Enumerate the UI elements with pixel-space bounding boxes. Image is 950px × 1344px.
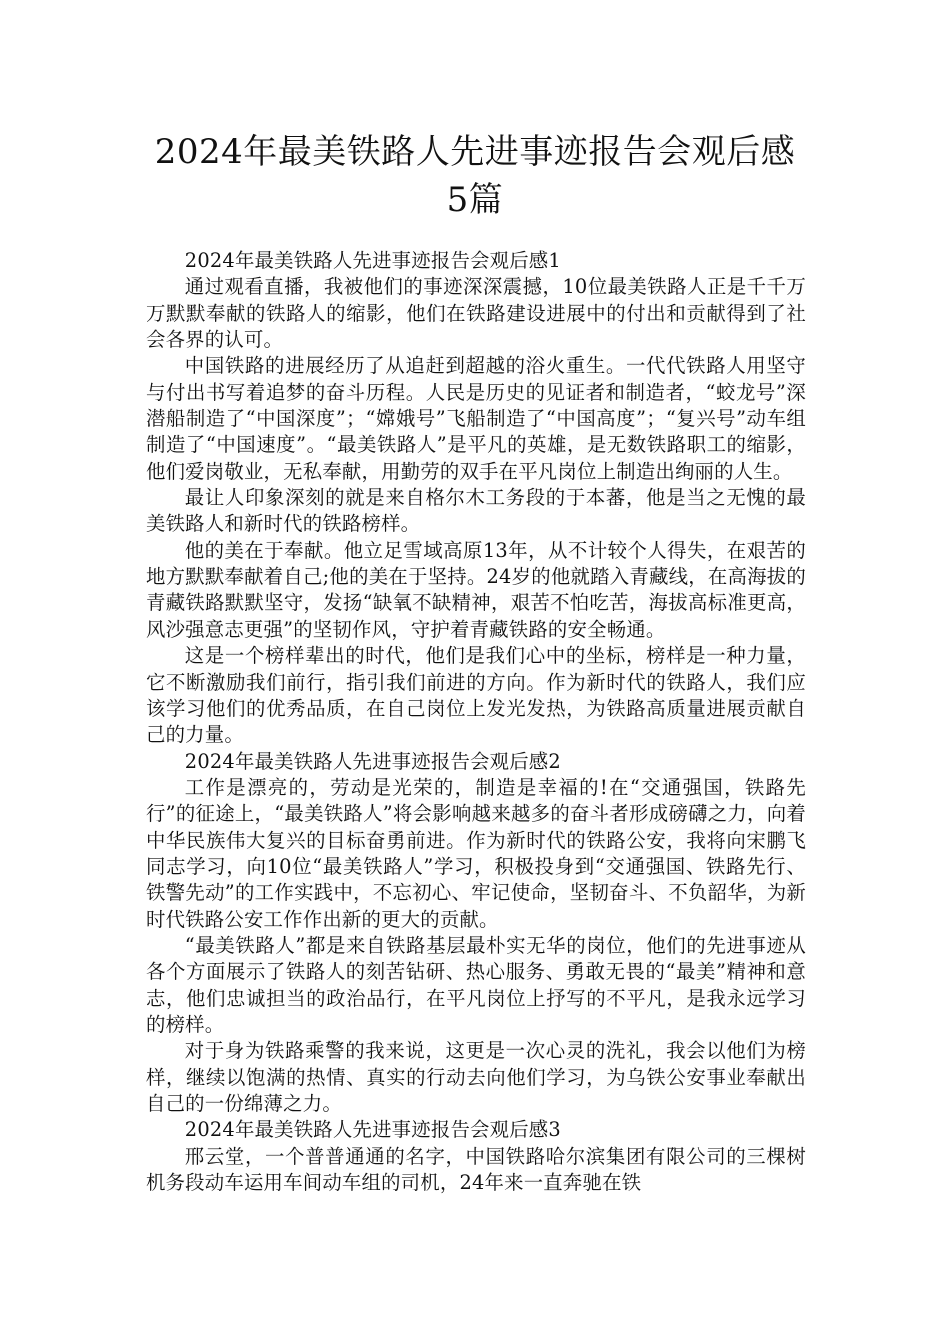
section-1-paragraph-4: 他的美在于奉献。他立足雪域高原13年，从不计较个人得失，在艰苦的地方默默奉献着自己;他的美在于坚持。24岁的他就踏入青藏线，在高海拔的青藏铁路默默坚守，发扬“缺氧不缺精神，艰苦不怕吃苦，海拔高标准更高，风沙强意志更强”的坚韧作风，守护着青藏铁路的安全畅通。: [146, 538, 806, 641]
document-title-line2: 5篇: [446, 180, 504, 220]
section-1-paragraph-5: 这是一个榜样辈出的时代，他们是我们心中的坐标，榜样是一种力量，它不断激励我们前行，指引我们前进的方向。作为新时代的铁路人，我们应该学习他们的优秀品质，在自己岗位上发光发热，为铁路高质量进展贡献自己的力量。: [146, 644, 806, 747]
section-1-paragraph-3: 最让人印象深刻的就是来自格尔木工务段的于本蕃，他是当之无愧的最美铁路人和新时代的铁路榜样。: [146, 486, 806, 536]
section-1-paragraph-1: 通过观看直播，我被他们的事迹深深震撼，10位最美铁路人正是千千万万默默奉献的铁路人的缩影，他们在铁路建设进展中的付出和贡献得到了社会各界的认可。: [146, 275, 806, 352]
section-2-paragraph-3: 对于身为铁路乘警的我来说，这更是一次心灵的洗礼，我会以他们为榜样，继续以饱满的热情、真实的行动去向他们学习，为乌铁公安事业奉献出自己的一份绵薄之力。: [146, 1039, 806, 1115]
document-title: [100, 128, 850, 224]
document-body: [146, 248, 806, 1196]
section-1-heading: 2024年最美铁路人先进事迹报告会观后感1: [184, 249, 561, 272]
section-2-paragraph-1: 工作是漂亮的，劳动是光荣的，制造是幸福的!在“交通强国，铁路先行”的征途上，“最美铁路人”将会影响越来越多的奋斗者形成磅礴之力，向着中华民族伟大复兴的目标奋勇前进。作为新时代的铁路公安，我将向宋鹏飞同志学习，向10位“最美铁路人”学习，积极投身到“交通强国、铁路先行、铁警先动”的工作实践中，不忘初心、牢记使命，坚韧奋斗、不负韶华，为新时代铁路公安工作作出新的更大的贡献。: [146, 775, 806, 931]
document-title-line1: 2024年最美铁路人先进事迹报告会观后感: [154, 132, 796, 172]
section-1-paragraph-2: 中国铁路的进展经历了从追赶到超越的浴火重生。一代代铁路人用坚守与付出书写着追梦的奋斗历程。人民是历史的见证者和制造者，“蛟龙号”深潜船制造了“中国深度”；“嫦娥号”飞船制造了“中国高度”；“复兴号”动车组制造了“中国速度”。“最美铁路人”是平凡的英雄，是无数铁路职工的缩影，他们爱岗敬业，无私奉献，用勤劳的双手在平凡岗位上制造出绚丽的人生。: [146, 354, 806, 483]
section-3-paragraph-1: 邢云堂，一个普普通通的名字，中国铁路哈尔滨集团有限公司的三棵树机务段动车运用车间动车组的司机，24年来一直奔驰在铁: [146, 1144, 806, 1195]
section-2-heading: 2024年最美铁路人先进事迹报告会观后感2: [184, 749, 561, 773]
section-3-heading: 2024年最美铁路人先进事迹报告会观后感3: [184, 1118, 561, 1142]
section-2-paragraph-2: “最美铁路人”都是来自铁路基层最朴实无华的岗位，他们的先进事迹从各个方面展示了铁路人的刻苦钻研、热心服务、勇敢无畏的“最美”精神和意志，他们忠诚担当的政治品行，在平凡岗位上抒写的不平凡，是我永远学习的榜样。: [146, 933, 806, 1036]
